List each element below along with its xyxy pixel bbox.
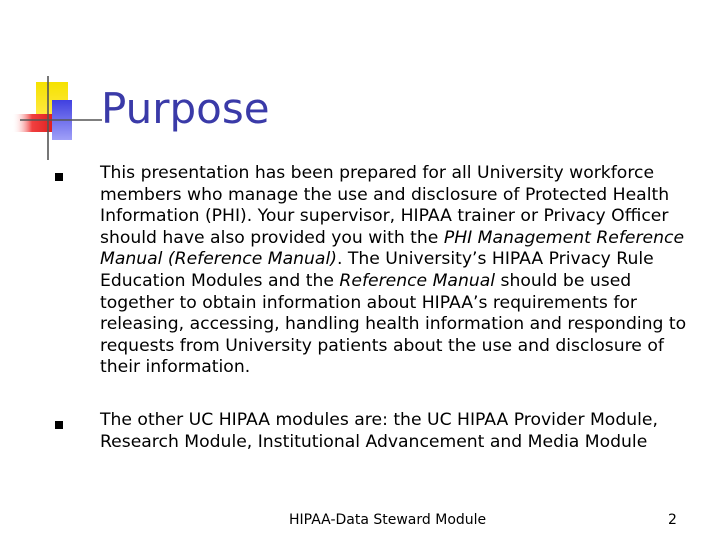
bullet-text (100, 163, 705, 379)
slide-logo-icon (0, 0, 110, 170)
footer-text: HIPAA-Data Steward Module (289, 512, 487, 528)
bullet-marker-icon (55, 173, 63, 181)
bullet-text-part: The other UC HIPAA modules are: the UC HIPAA Provider Module, Research Module, Institutional Advancement and Media Module (100, 410, 658, 452)
page-number: 2 (668, 512, 677, 528)
bullet-text-italic: Reference Manual (339, 270, 496, 291)
bullet-text (100, 410, 705, 453)
bullet-marker-icon (55, 421, 63, 429)
slide-title: Purpose (101, 84, 270, 133)
bullet-text-part: should be used together to obtain information about HIPAA’s requirements for releasing, accessing, handling health information and responding to requests from University patients about the use and disclosure of their information. (100, 270, 687, 378)
bullet-text-part: This presentation has been prepared for all University workforce members who manage the use and disclosure of Protected Health Information (PHI). Your supervisor, HIPAA trainer or Privacy Officer should have also provided you with the (100, 163, 670, 248)
bullet-text-italic: PHI Management Reference Manual (Reference Manual) (100, 227, 685, 270)
bullet-text-part: . The University’s HIPAA Privacy Rule Education Modules and the (100, 249, 654, 291)
